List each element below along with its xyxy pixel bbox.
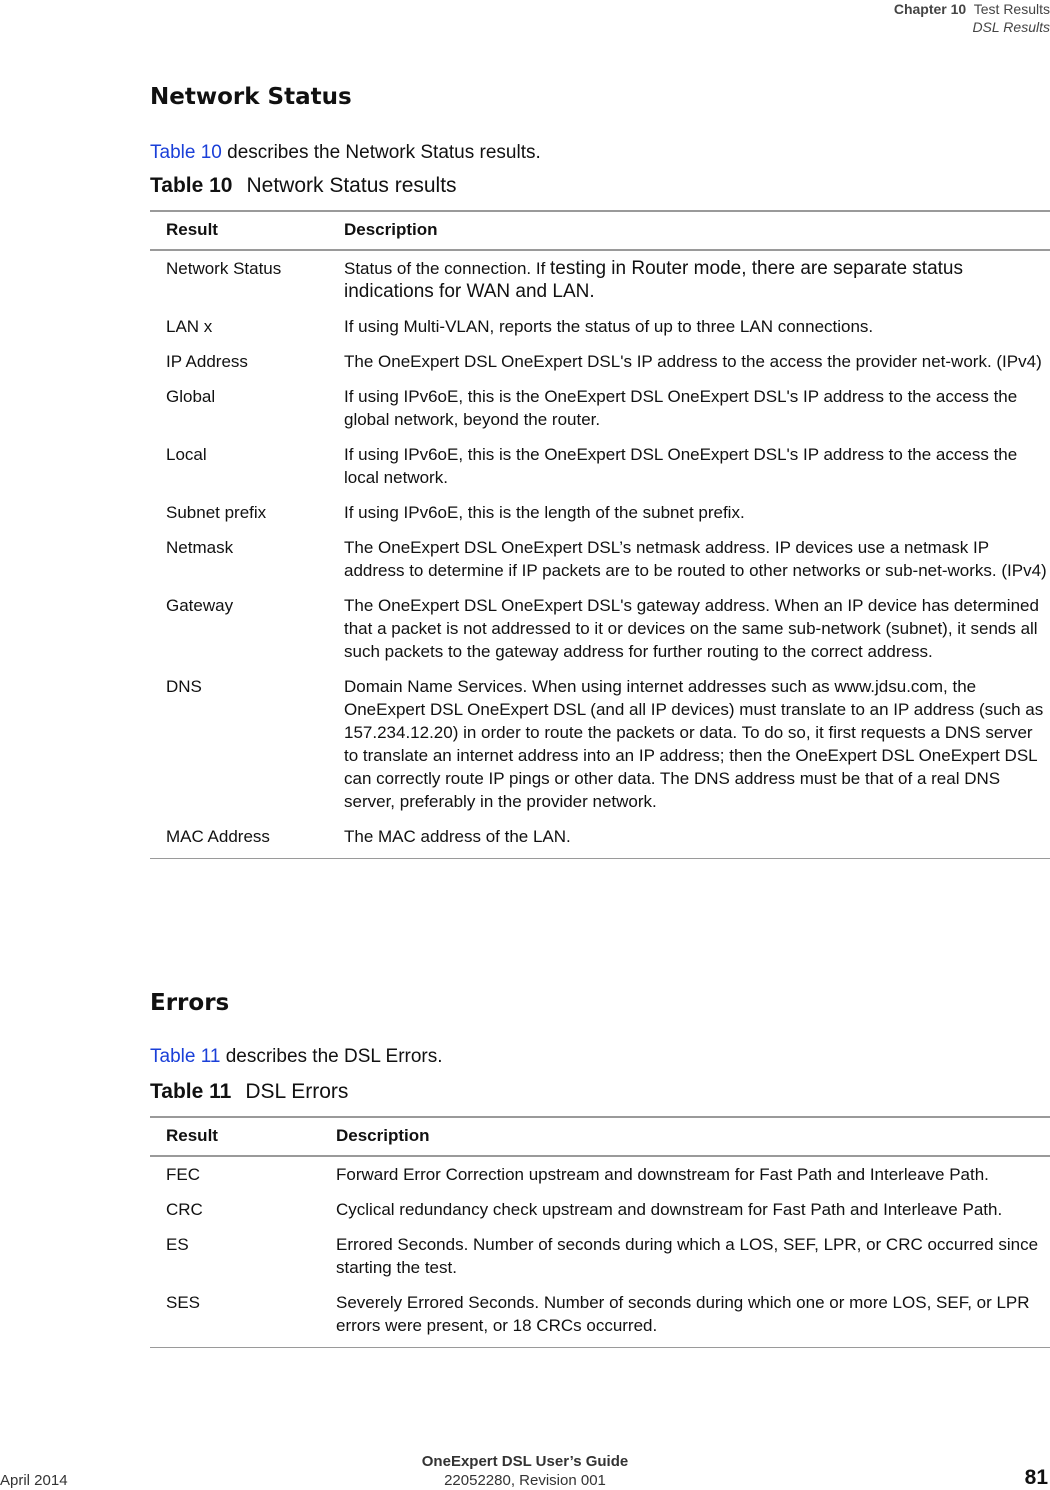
description-text-small: Status of the connection. If xyxy=(344,259,551,278)
table-row xyxy=(150,495,1050,530)
description-cell: The OneExpert DSL OneExpert DSL's gateway address. When an IP device has determined that a packet is not addressed to it or devices on the same sub-network (subnet), it sends all such packets to the gateway address for further routing to the correct address. xyxy=(344,596,1039,661)
chapter-title: Test Results xyxy=(973,1,1050,17)
description-cell: If using Multi-VLAN, reports the status of up to three LAN connections. xyxy=(344,317,874,336)
network-intro-text: describes the Network Status results. xyxy=(221,142,541,163)
table-10-link[interactable]: Table 10 xyxy=(150,142,222,163)
table-row xyxy=(150,1156,1050,1192)
footer-date: April 2014 xyxy=(0,1472,68,1489)
table-row xyxy=(150,379,1050,437)
table-header-row xyxy=(150,211,1050,250)
description-cell: Severely Errored Seconds. Number of seconds during which one or more LOS, SEF, or LPR errors were present, or 18 CRCs occurred. xyxy=(320,1285,1050,1348)
description-cell: If using IPv6oE, this is the OneExpert DSL OneExpert DSL's IP address to the access the global network, beyond the router. xyxy=(344,387,1018,429)
table-row xyxy=(150,1285,1050,1348)
result-cell: Gateway xyxy=(166,596,234,615)
errors-intro-text: describes the DSL Errors. xyxy=(220,1046,443,1067)
column-header-description: Description xyxy=(328,211,1050,250)
errors-heading: Errors xyxy=(150,990,230,1016)
footer-guide-title: OneExpert DSL User’s Guide xyxy=(421,1453,629,1470)
column-header-result: Result xyxy=(150,211,328,250)
network-status-intro xyxy=(150,142,541,164)
column-header-description: Description xyxy=(320,1117,1050,1156)
table-row xyxy=(150,1227,1050,1285)
description-cell: Cyclical redundancy check upstream and downstream for Fast Path and Interleave Path. xyxy=(336,1200,1003,1219)
result-cell: CRC xyxy=(166,1200,203,1219)
result-cell: Local xyxy=(166,445,207,464)
table-row xyxy=(150,309,1050,344)
table-row xyxy=(150,588,1050,669)
result-cell: FEC xyxy=(166,1165,200,1184)
chapter-number: Chapter 10 xyxy=(893,1,967,17)
description-cell: Forward Error Correction upstream and downstream for Fast Path and Interleave Path. xyxy=(336,1165,989,1184)
table-10-title: Network Status results xyxy=(246,174,457,197)
table-row xyxy=(150,250,1050,309)
footer-revision: 22052280, Revision 001 xyxy=(444,1472,606,1489)
table-11-caption xyxy=(150,1080,348,1104)
result-cell: Netmask xyxy=(166,538,234,557)
section-title: DSL Results xyxy=(972,19,1050,35)
result-cell: DNS xyxy=(166,677,202,696)
result-cell: ES xyxy=(166,1235,189,1254)
dsl-errors-table xyxy=(150,1116,1050,1348)
description-text-large: testing in Router mode, there are separate status indications for WAN and LAN. xyxy=(344,258,963,302)
table-row xyxy=(150,1192,1050,1227)
description-cell: If using IPv6oE, this is the length of the subnet prefix. xyxy=(344,503,745,522)
result-cell: Subnet prefix xyxy=(166,503,267,522)
result-cell: MAC Address xyxy=(150,819,328,859)
description-cell: The OneExpert DSL OneExpert DSL's IP address to the access the provider net-work. (IPv4) xyxy=(344,352,1042,371)
errors-intro xyxy=(150,1046,443,1068)
running-header xyxy=(894,0,1050,36)
result-cell: Network Status xyxy=(166,259,282,278)
description-cell: Domain Name Services. When using internet addresses such as www.jdsu.com, the OneExpert DSL OneExpert DSL (and all IP devices) must translate to an IP address (such as 157.234.12.20) in order to route the packets or data. To do so, it first requests a DNS server to translate an internet address into an IP address; then the OneExpert DSL OneExpert DSL can correctly route IP pings or other data. The DNS address must be that of a real DNS server, preferably in the provider network. xyxy=(344,677,1044,811)
description-cell: The MAC address of the LAN. xyxy=(328,819,1050,859)
result-cell: IP Address xyxy=(166,352,248,371)
table-11-title: DSL Errors xyxy=(245,1080,349,1103)
table-row xyxy=(150,344,1050,379)
column-header-result: Result xyxy=(150,1117,320,1156)
table-10-label: Table 10 xyxy=(150,174,233,197)
description-cell xyxy=(328,250,1050,309)
table-row xyxy=(150,530,1050,588)
description-cell: If using IPv6oE, this is the OneExpert DSL OneExpert DSL's IP address to the access the local network. xyxy=(344,445,1018,487)
description-cell: The OneExpert DSL OneExpert DSL’s netmask address. IP devices use a netmask IP address to determine if IP packets are to be routed to other networks or sub-net-works. (IPv4) xyxy=(344,538,1047,580)
table-11-link[interactable]: Table 11 xyxy=(150,1046,221,1067)
result-cell: LAN x xyxy=(166,317,213,336)
table-row xyxy=(150,819,1050,859)
description-cell: Errored Seconds. Number of seconds during which a LOS, SEF, LPR, or CRC occurred since starting the test. xyxy=(336,1235,1039,1277)
result-cell: Global xyxy=(166,387,216,406)
table-header-row xyxy=(150,1117,1050,1156)
network-status-table xyxy=(150,210,1050,859)
table-10-caption xyxy=(150,174,457,198)
network-status-heading: Network Status xyxy=(150,84,352,110)
table-row xyxy=(150,669,1050,819)
table-11-label: Table 11 xyxy=(150,1080,232,1103)
page-number: 81 xyxy=(1024,1466,1048,1489)
table-row xyxy=(150,437,1050,495)
result-cell: SES xyxy=(150,1285,320,1348)
